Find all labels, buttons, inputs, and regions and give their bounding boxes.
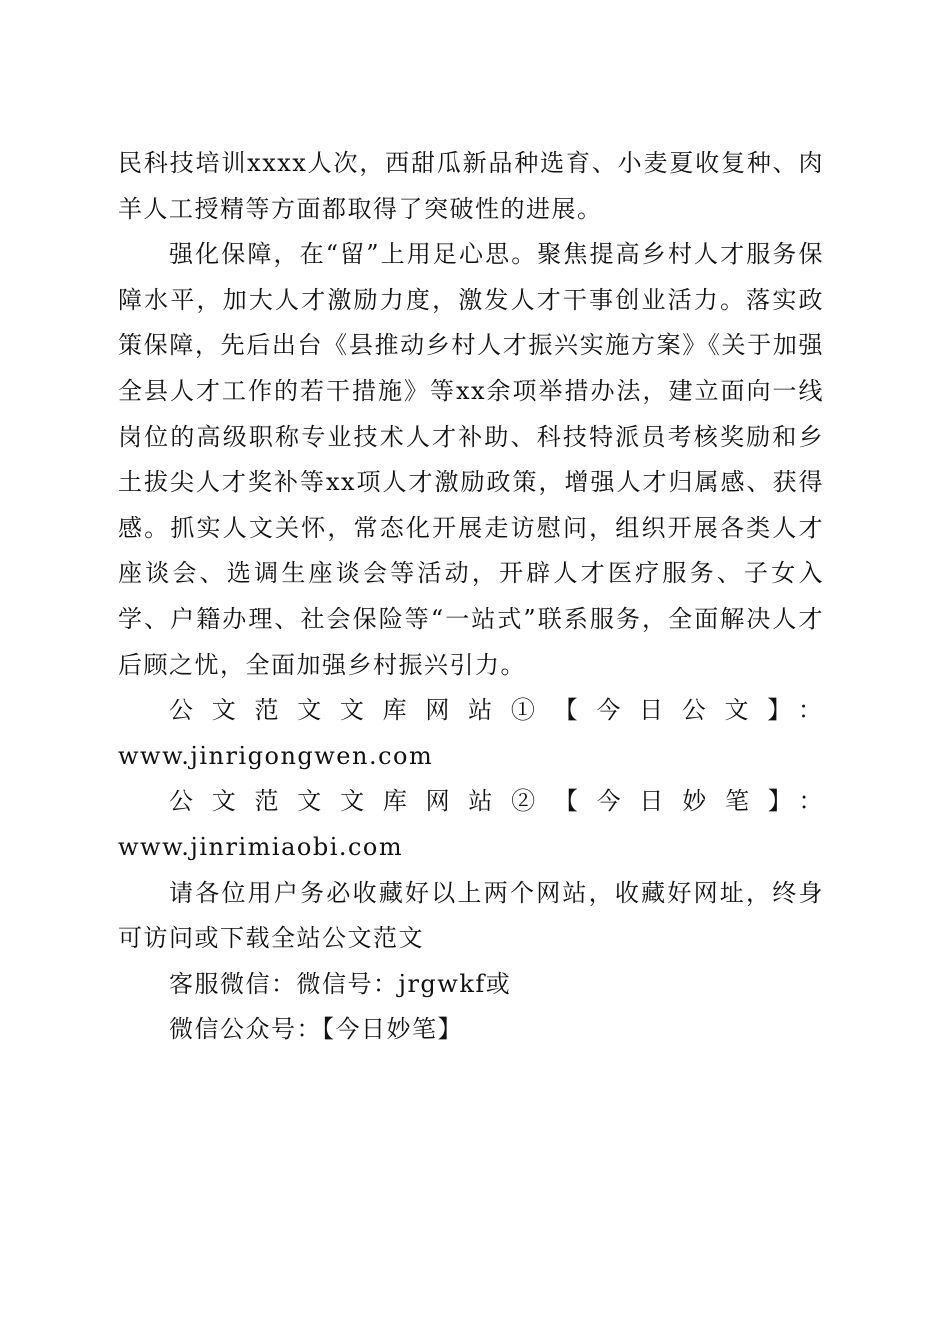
paragraph-training-results: 民科技培训xxxx人次，西甜瓜新品种选育、小麦夏收复种、肉羊人工授精等方面都取得了突破性的进展。 (118, 149, 824, 223)
paragraph-talent-support: 强化保障，在“留”上用足心思。聚焦提高乡村人才服务保障水平，加大人才激励力度，激发人才干事创业活力。落实政策保障，先后出台《县推动乡村人才振兴实施方案》《关于加强全县人才工作的若干措施》等xx余项举措办法，建立面向一线岗位的高级职称专业技术人才补助、科技特派员考核奖励和乡土拔尖人才奖补等xx项人才激励政策，增强人才归属感、获得感。抓实人文关怀，常态化开展走访慰问，组织开展各类人才座谈会、选调生座谈会等活动，开辟人才医疗服务、子女入学、户籍办理、社会保险等“一站式”联系服务，全面解决人才后顾之忧，全面加强乡村振兴引力。 (118, 240, 824, 679)
site-one-url: www.jinrigongwen.com (118, 741, 434, 770)
paragraph-site-one-label: 公文范文文库网站①【今日公文】： (169, 696, 824, 725)
paragraph-bookmark-notice: 请各位用户务必收藏好以上两个网站，收藏好网址，终身可访问或下载全站公文范文 (118, 878, 824, 953)
document-body (118, 141, 824, 1053)
paragraph-service-wechat: 客服微信：微信号：jrgwkf或 (169, 969, 512, 998)
paragraph-official-account: 微信公众号：【今日妙笔】 (169, 1015, 463, 1044)
paragraph-site-two: 公文范文文库网站②【今日妙笔】：www.jinrimiaobi.com (118, 787, 824, 861)
